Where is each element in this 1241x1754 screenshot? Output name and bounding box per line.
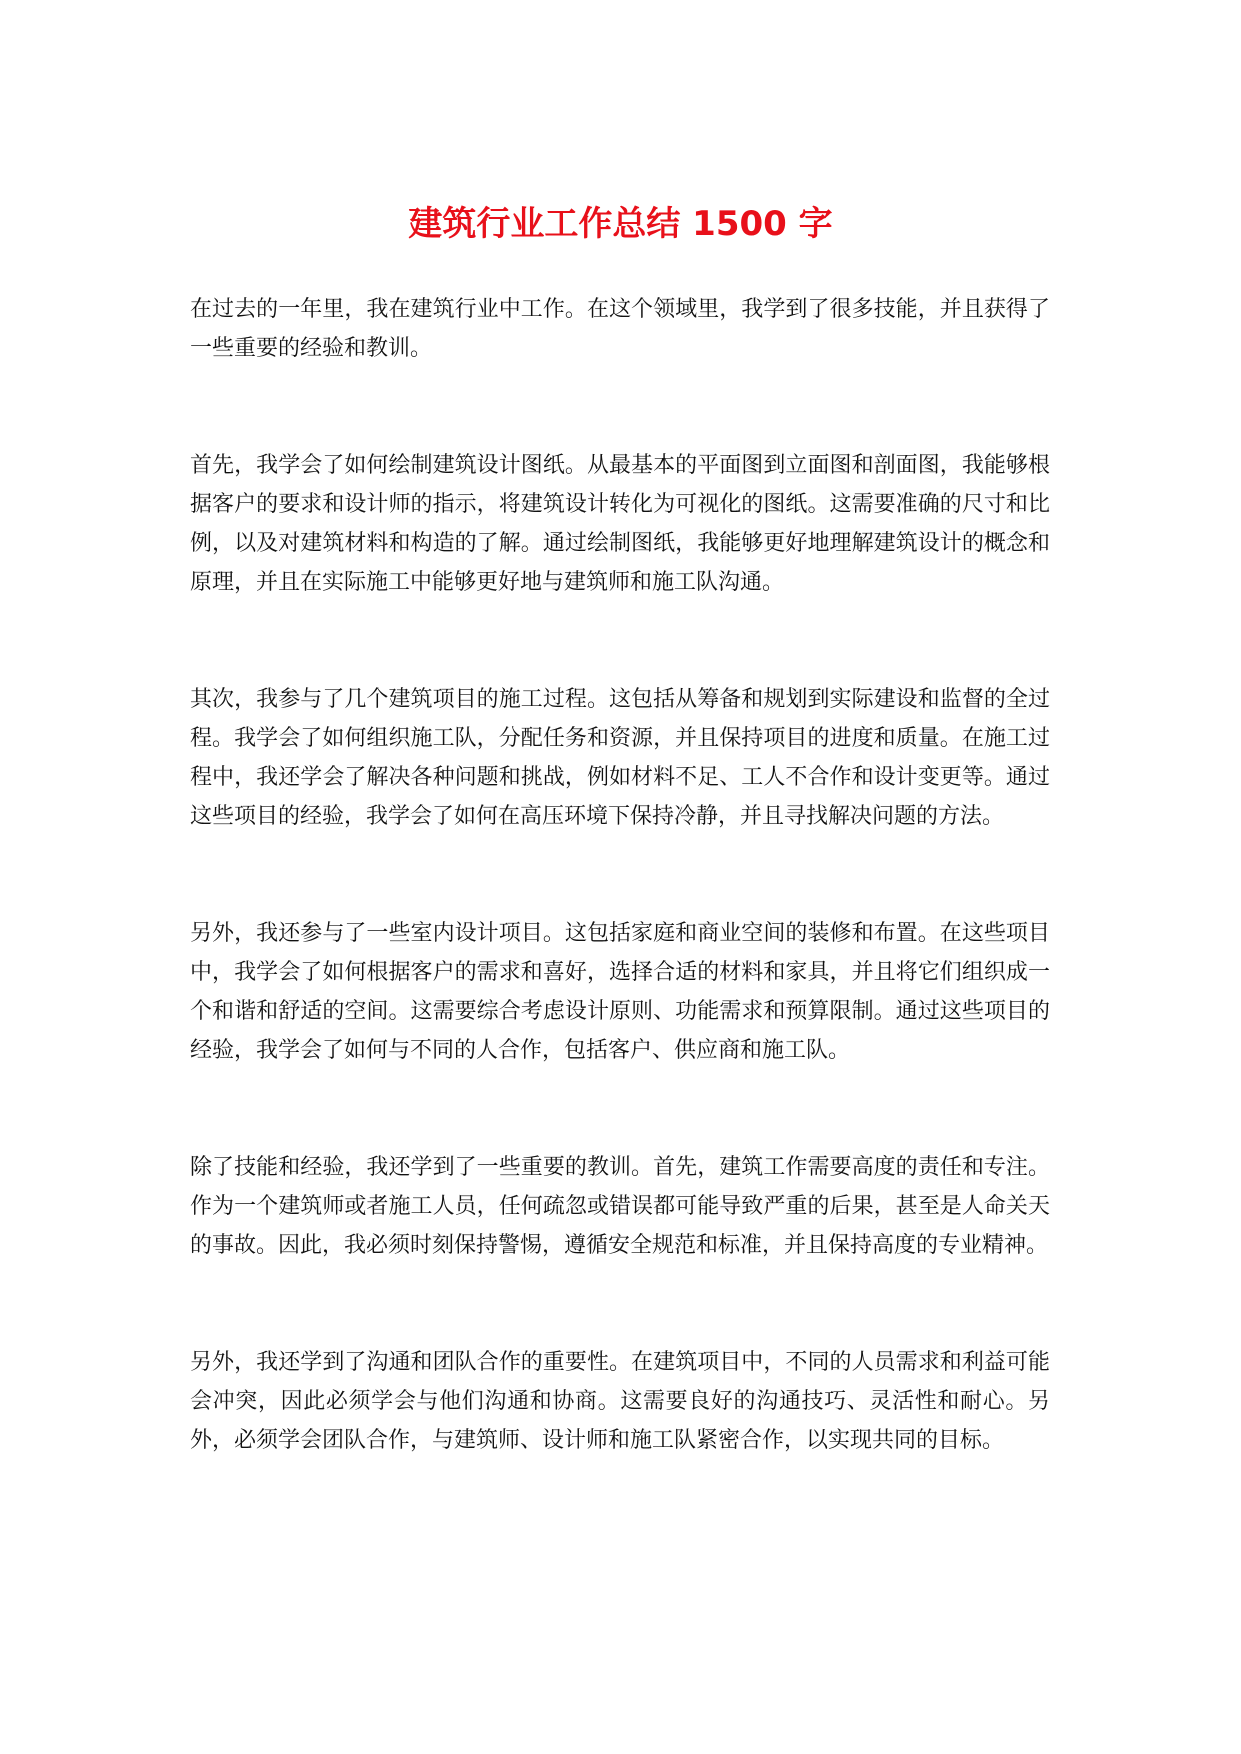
document-title: 建筑行业工作总结 1500 字 <box>408 203 833 244</box>
paragraph-intro: 在过去的一年里，我在建筑行业中工作。在这个领域里，我学到了很多技能，并且获得了一些重要的经验和教训。 <box>190 297 1050 361</box>
paragraph-drawing-skills: 首先，我学会了如何绘制建筑设计图纸。从最基本的平面图到立面图和剖面图，我能够根据客户的要求和设计师的指示，将建筑设计转化为可视化的图纸。这需要准确的尺寸和比例，以及对建筑材料和构造的了解。通过绘制图纸，我能够更好地理解建筑设计的概念和原理，并且在实际施工中能够更好地与建筑师和施工队沟通。 <box>190 453 1050 595</box>
document-body <box>190 290 1050 1538</box>
paragraph-lessons-responsibility: 除了技能和经验，我还学到了一些重要的教训。首先，建筑工作需要高度的责任和专注。作为一个建筑师或者施工人员，任何疏忽或错误都可能导致严重的后果，甚至是人命关天的事故。因此，我必须时刻保持警惕，遵循安全规范和标准，并且保持高度的专业精神。 <box>190 1155 1050 1258</box>
paragraph-construction-projects: 其次，我参与了几个建筑项目的施工过程。这包括从筹备和规划到实际建设和监督的全过程。我学会了如何组织施工队，分配任务和资源，并且保持项目的进度和质量。在施工过程中，我还学会了解决各种问题和挑战，例如材料不足、工人不合作和设计变更等。通过这些项目的经验，我学会了如何在高压环境下保持冷静，并且寻找解决问题的方法。 <box>190 687 1050 829</box>
paragraph-lessons-teamwork: 另外，我还学到了沟通和团队合作的重要性。在建筑项目中，不同的人员需求和利益可能会冲突，因此必须学会与他们沟通和协商。这需要良好的沟通技巧、灵活性和耐心。另外，必须学会团队合作，与建筑师、设计师和施工队紧密合作，以实现共同的目标。 <box>190 1350 1050 1453</box>
paragraph-interior-design: 另外，我还参与了一些室内设计项目。这包括家庭和商业空间的装修和布置。在这些项目中，我学会了如何根据客户的需求和喜好，选择合适的材料和家具，并且将它们组织成一个和谐和舒适的空间。这需要综合考虑设计原则、功能需求和预算限制。通过这些项目的经验，我学会了如何与不同的人合作，包括客户、供应商和施工队。 <box>190 921 1050 1063</box>
